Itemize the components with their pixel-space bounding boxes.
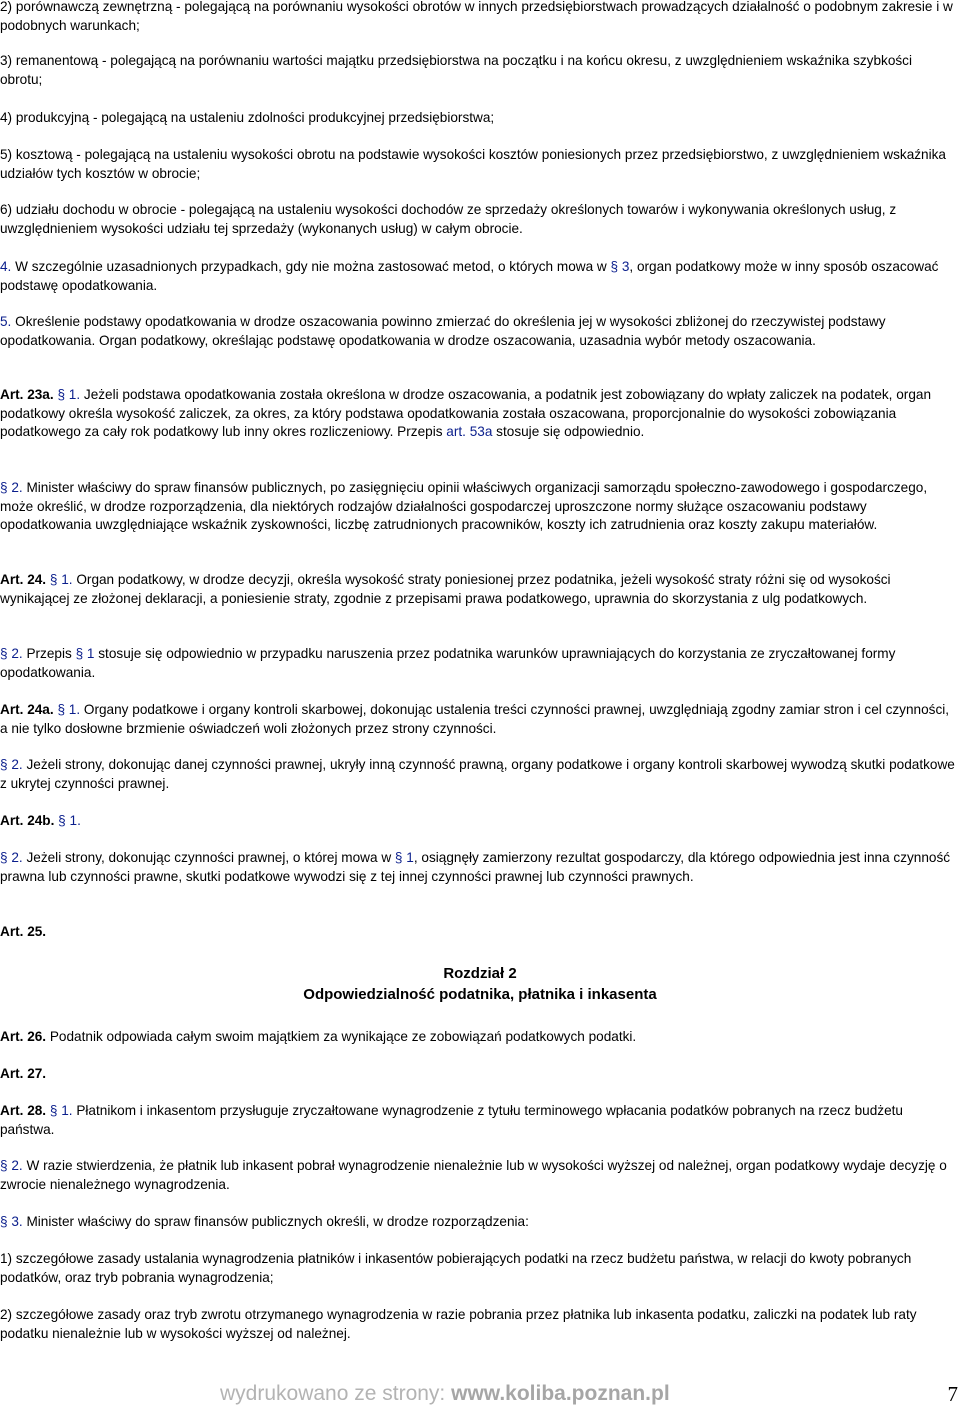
page-number: 7 bbox=[947, 1382, 958, 1406]
paragraph-text: Jeżeli strony, dokonując danej czynności prawnej, ukryły inną czynność prawną, organy podatkowe i organy kontroli skarbowej wywodzą skutki podatkowe z ukrytej czynności prawnej. bbox=[0, 757, 955, 791]
section-number: § 2. bbox=[0, 646, 23, 661]
paragraph-text: W razie stwierdzenia, że płatnik lub inkasent pobrał wynagrodzenie nienależnie lub w wysokości wyższej od należnej, organ podatkowy wydaje decyzję o zwrocie nienależnego wynagrodzenia. bbox=[0, 1158, 947, 1192]
footer-source bbox=[220, 1382, 670, 1406]
article-27 bbox=[0, 1065, 958, 1084]
list-item: 1) szczegółowe zasady ustalania wynagrodzenia płatników i inkasentów pobierających podatki na rzecz budżetu państwa, w relacji do kwoty pobranych podatków, oraz tryb pobrania wynagrodzenia; bbox=[0, 1251, 912, 1285]
article-23a-section-1 bbox=[0, 386, 958, 442]
paragraph-text: Organy podatkowe i organy kontroli skarbowej, dokonując ustalenia treści czynności prawnej, uwzględniają zgodny zamiar stron i cel czynności, a nie tylko dosłowne brzmienie oświadczeń woli złożonych przez strony czynności. bbox=[0, 702, 950, 736]
paragraph-text: Jeżeli podstawa opodatkowania została określona w drodze oszacowania, a podatnik jest zobowiązany do wpłaty zaliczek na podatek, organ podatkowy określa wysokość zaliczek, za okres, za który podstawa opodatkowania została oszacowana, proporcjonalnie do wysokości zobowiązania podatkowego za cały rok podatkowy lub inny okres rozliczeniowy. Przepis bbox=[0, 387, 932, 440]
chapter-title: Rozdział 2 bbox=[443, 965, 517, 982]
paragraph-text: W szczególnie uzasadnionych przypadkach, gdy nie można zastosować metod, o których mowa w bbox=[11, 259, 611, 274]
article-24b-section-2 bbox=[0, 849, 958, 886]
article-link[interactable]: art. 53a bbox=[446, 424, 493, 440]
article-number: Art. 24. bbox=[0, 572, 47, 587]
paragraph-text: Określenie podstawy opodatkowania w drodze oszacowania powinno zmierzać do określenia jej w wysokości zbliżonej do rzeczywistej podstawy opodatkowania. Organ podatkowy, określając podstawę opodatkowania w drodze oszacowania, uzasadnia wybór metody oszacowania. bbox=[0, 314, 886, 348]
list-item: 3) remanentową - polegającą na porównaniu wartości majątku przedsiębiorstwa na początku i na końcu okresu, z uwzględnieniem wskaźnika szybkości obrotu; bbox=[0, 53, 913, 87]
article-28-section-3 bbox=[0, 1213, 958, 1232]
article-number: Art. 24a. bbox=[0, 702, 54, 717]
paragraph-text: Płatnikom i inkasentom przysługuje zryczałtowane wynagrodzenie z tytułu terminowego wpłacania podatków pobranych na rzecz budżetu państwa. bbox=[0, 1103, 903, 1137]
section-link[interactable]: § 1 bbox=[394, 850, 414, 865]
paragraph-text: , osiągnęły zamierzony rezultat gospodarczy, dla którego odpowiednia jest inna czynność prawna lub czynności prawne, skutki podatkowe wywodzi się z tej innej czynności prawnej lub czynności prawnych. bbox=[0, 850, 951, 884]
article-28-section-1 bbox=[0, 1102, 958, 1139]
paragraph-text: , organ podatkowy może w inny sposób oszacować podstawę opodatkowania. bbox=[0, 259, 939, 293]
article-number: Art. 24b. bbox=[0, 813, 55, 828]
paragraph-text: Minister właściwy do spraw finansów publicznych, po zasięgnięciu opinii właściwych organizacji samorządu społeczno-zawodowego i gospodarczego, może określić, w drodze rozporządzenia, dla niektórych rodzajów działalności gospodarczej uproszczone normy służące oszacowaniu podstawy opodatkowania uwzględniające wskaźnik zyskowności, liczbę zatrudnionych pracowników, koszty ich zatrudnienia oraz koszty zakupu materiałów. bbox=[0, 480, 928, 533]
section-number: § 2. bbox=[0, 480, 23, 495]
article-number: Art. 28. bbox=[0, 1103, 47, 1118]
section-number: § 1. bbox=[49, 1103, 73, 1118]
section-number: § 2. bbox=[0, 757, 23, 772]
paragraph-text: stosuje się odpowiednio. bbox=[492, 424, 645, 440]
list-item: 6) udziału dochodu w obrocie - polegającą na ustaleniu wysokości dochodów ze sprzedaży określonych towarów i wykonywania określonych usług, z uwzględnieniem wysokości udziału tej sprzedaży (wykonanych usług) w całym obrocie. bbox=[0, 202, 897, 236]
chapter-subtitle: Odpowiedzialność podatnika, płatnika i inkasenta bbox=[303, 986, 657, 1003]
section-number: § 2. bbox=[0, 850, 23, 865]
section-link[interactable]: § 1 bbox=[75, 646, 95, 661]
article-number: Art. 27. bbox=[0, 1066, 47, 1081]
section-number: § 2. bbox=[0, 1158, 23, 1173]
paragraph-text: Przepis bbox=[22, 646, 76, 661]
list-item: 2) szczegółowe zasady oraz tryb zwrotu otrzymanego wynagrodzenia w razie pobrania przez płatnika lub inkasenta podatku, zaliczki na podatek lub raty podatku nienależnie lub w wysokości wyższej od należnej. bbox=[0, 1307, 917, 1341]
section-number: § 1. bbox=[57, 387, 81, 402]
section-number: 5. bbox=[0, 314, 12, 329]
paragraph-text: Jeżeli strony, dokonując czynności prawnej, o której mowa w bbox=[22, 850, 395, 865]
article-24-section-1 bbox=[0, 571, 958, 608]
article-number: Art. 26. bbox=[0, 1029, 47, 1044]
paragraph-section-4 bbox=[0, 258, 958, 295]
article-23a-section-2 bbox=[0, 479, 958, 535]
article-24a-section-2 bbox=[0, 756, 958, 793]
paragraph-text: stosuje się odpowiednio w przypadku naruszenia przez podatnika warunków uprawniających do korzystania ze zryczałtowanej formy opodatkowania. bbox=[0, 646, 896, 680]
paragraph-section-5 bbox=[0, 313, 958, 350]
list-item: 5) kosztową - polegającą na ustaleniu wysokości obrotu na podstawie wysokości kosztów poniesionych przez przedsiębiorstwo, z uwzględnieniem wskaźnika udziałów tych kosztów w obrocie; bbox=[0, 147, 946, 181]
paragraph-text: Organ podatkowy, w drodze decyzji, określa wysokość straty poniesionej przez podatnika, jeżeli wysokość straty różni się od wysokości wynikającej ze złożonej deklaracji, a poniesienie straty, zgodnie z przepisami prawa podatkowego, uprawnia do skorzystania z ulg podatkowych. bbox=[0, 572, 891, 606]
list-item: 4) produkcyjną - polegającą na ustaleniu zdolności produkcyjnej przedsiębiorstwa; bbox=[0, 110, 495, 125]
section-number: § 3. bbox=[0, 1214, 23, 1229]
list-item: 2) porównawczą zewnętrzną - polegającą na porównaniu wysokości obrotów w innych przedsiębiorstwach prowadzących działalność o podobnym zakresie i w podobnych warunkach; bbox=[0, 0, 953, 33]
article-24b-section-1 bbox=[0, 812, 958, 831]
section-number: § 1. bbox=[58, 813, 81, 828]
article-number: Art. 23a. bbox=[0, 387, 54, 402]
paragraph-text: Minister właściwy do spraw finansów publicznych określi, w drodze rozporządzenia: bbox=[22, 1214, 529, 1229]
article-28-section-2 bbox=[0, 1157, 958, 1194]
article-number: Art. 25. bbox=[0, 924, 47, 939]
article-24a-section-1 bbox=[0, 701, 958, 738]
article-26 bbox=[0, 1028, 958, 1047]
section-number: 4. bbox=[0, 259, 12, 274]
footer-prefix: wydrukowano ze strony: bbox=[220, 1382, 452, 1405]
article-24-section-2 bbox=[0, 645, 958, 682]
section-number: § 1. bbox=[57, 702, 81, 717]
section-number: § 1. bbox=[49, 572, 73, 587]
article-25 bbox=[0, 923, 958, 942]
footer-site-link[interactable]: www.koliba.poznan.pl bbox=[451, 1382, 670, 1405]
paragraph-text: Podatnik odpowiada całym swoim majątkiem za wynikające ze zobowiązań podatkowych podatki. bbox=[46, 1029, 637, 1044]
section-link[interactable]: § 3 bbox=[610, 259, 630, 274]
